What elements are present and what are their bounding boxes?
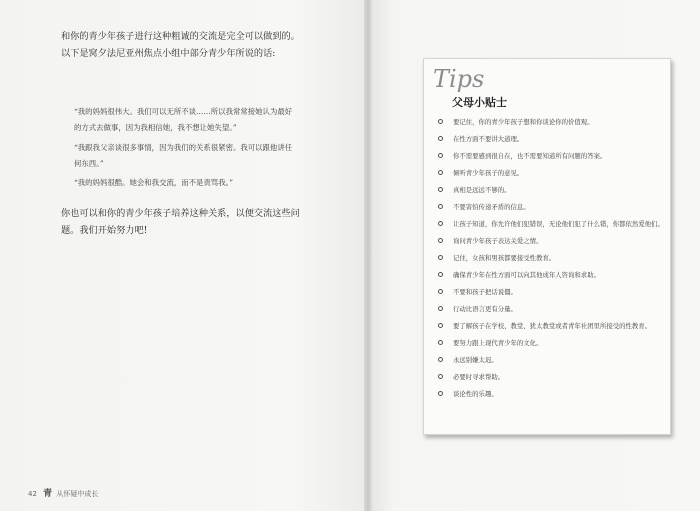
bullet-circle-icon [438,170,443,175]
list-item: 你不需要感到很自在，也不需要知道所有问题的答案。 [436,151,666,161]
book-gutter [364,0,372,511]
list-item: 让孩子知道，你允许他们犯错误，无论他们犯了什么错，你都依然爱他们。 [436,219,666,229]
bullet-circle-icon [438,238,443,243]
bullet-circle-icon [438,272,443,277]
list-item: 不要和孩子把话说僵。 [436,287,666,297]
running-title: 从怀疑中成长 [56,490,99,498]
tips-list [436,117,666,406]
bullet-circle-icon [438,187,443,192]
bullet-circle-icon [438,357,443,362]
bullet-circle-icon [438,255,443,260]
list-item: 必要时寻求帮助。 [436,372,666,382]
tips-subtitle: 父母小贴士 [452,96,507,109]
bullet-circle-icon [438,323,443,328]
list-item: 要了解孩子在学校、教堂、犹太教堂或者青年社团里所接受的性教育。 [436,321,666,331]
bullet-circle-icon [438,289,443,294]
bullet-circle-icon [438,221,443,226]
quote-3: “我的妈妈很酷。她会和我交流，而不是责骂我。” [74,178,234,187]
list-item: 不要害怕传递矛盾的信息。 [436,202,666,212]
bullet-circle-icon [438,340,443,345]
bullet-circle-icon [438,136,443,141]
quote-1: “我的妈妈很伟大。我们可以无所不谈……所以我常常接她认为最好的方式去做事，因为我相信她，我不想让她失望。” [74,107,293,132]
book-logo-icon: 青 [43,489,53,499]
page-number: 42 [28,490,37,498]
quote-2: “我跟我父亲谈很多事情，因为我们的关系很紧密。我可以跟他讲任何东西。” [74,143,293,168]
list-item: 要努力跟上现代青少年的文化。 [436,338,666,348]
list-item: 永远别嫌太迟。 [436,355,666,365]
bullet-circle-icon [438,153,443,158]
list-item: 真相是远远不够的。 [436,185,666,195]
list-item: 在性方面不要讲大道理。 [436,134,666,144]
list-item: 要记住，你的青少年孩子想和你谈论你的价值观。 [436,117,666,127]
bullet-circle-icon [438,391,443,396]
list-item: 记住，女孩和男孩都要接受性教育。 [436,253,666,263]
outro-paragraph: 你也可以和你的青少年孩子培养这种关系，以便交流这些问题。我们开始努力吧! [61,208,300,236]
bullet-circle-icon [438,204,443,209]
list-item: 行动比语言更有分量。 [436,304,666,314]
tips-title: Tips [433,65,485,93]
list-item: 倾听青少年孩子的意见。 [436,168,666,178]
bullet-circle-icon [438,306,443,311]
bullet-circle-icon [438,119,443,124]
intro-paragraph: 和你的青少年孩子进行这种粗诚的交流是完全可以做到的。以下是窝夕法尼亚州焦点小组中部分青少年所说的话: [61,31,300,59]
bullet-circle-icon [438,374,443,379]
tips-box [423,58,671,435]
list-item: 询问青少年孩子表达关爱之情。 [436,236,666,246]
list-item: 谈论性的乐趣。 [436,389,666,399]
list-item: 确保青少年在性方面可以向其他成年人咨询和求助。 [436,270,666,280]
page-footer [28,486,98,499]
